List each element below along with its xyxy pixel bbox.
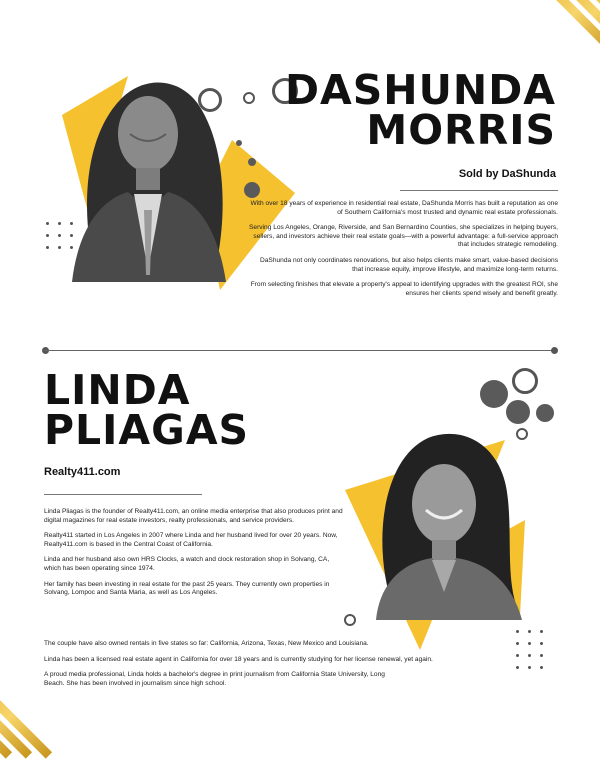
profile2-paragraph: The couple have also owned rentals in five states so far: California, Arizona, Texas, New Mexico and Louisiana. [44,640,369,647]
profile2-paragraph: Linda has been a licensed real estate agent in California for over 18 years and is currently studying for her license renewal, yet again. [44,655,433,663]
profile2-rule [44,494,202,495]
profile2-last-name: PLIAGAS [44,406,250,455]
profile2-paragraph: Linda and her husband also own HRS Clocks, a watch and clock restoration shop in Solvang, CA, which has been operating since 1974. [44,556,330,572]
profile2-name [44,366,250,455]
ring-decoration [512,368,538,394]
profile1-paragraph: With over 18 years of experience in residential real estate, DaShunda Morris has built a reputation as one of Southern California's most trusted and dynamic real estate professionals. [250,200,558,216]
profile1-last-name: MORRIS [366,106,556,155]
profile2-paragraph: Linda Pliagas is the founder of Realty411.com, an online media enterprise that also produces print and digital magazines for real estate investors, realty professionals, and service providers. [44,508,343,524]
profile2-bio-wide [44,640,504,695]
profile2-subtitle: Realty411.com [44,466,121,478]
portrait-photo-2 [356,420,526,620]
profile2-paragraph: A proud media professional, Linda holds a bachelor's degree in print journalism from California State University, Long Beach. She has been involved in journalism since high school. [44,671,385,687]
dot-decoration [480,380,508,408]
profile1-paragraph: DaShunda not only coordinates renovations, but also helps clients make smart, value-based decisions that increase equity, improve lifestyle, and maximize long-term returns. [260,256,558,273]
profile2-first-name: LINDA [44,366,191,414]
dot-decoration [536,404,554,422]
profile2-paragraph: Her family has been investing in real estate for the past 25 years. They currently own properties in Solvang, Lompoc and Santa Maria, as well as Los Angeles. [44,580,330,597]
profile1-paragraph: From selecting finishes that elevate a property's appeal to identifying upgrades with the greatest ROI, she ensures her clients spend wisely and benefit greatly. [250,281,558,297]
profile1-first-name: DASHUNDA [285,66,556,114]
ring-decoration [344,614,356,626]
dot-grid-decoration [516,630,543,669]
profile2-bio [44,508,344,605]
profile1-paragraph: Serving Los Angeles, Orange, Riverside, and San Bernardino Counties, she specializes in helping buyers, sellers, and investors achieve their real estate goals—with a powerful advantage: a full-service approach that includes strategic remodeling. [249,224,558,249]
profile1-subtitle: Sold by DaShunda [458,168,556,180]
profile2-paragraph: Realty411 started in Los Angeles in 2007 where Linda and her husband lived for over 20 years. Now, Realty411.com is based in the Central Coast of California. [44,532,338,548]
